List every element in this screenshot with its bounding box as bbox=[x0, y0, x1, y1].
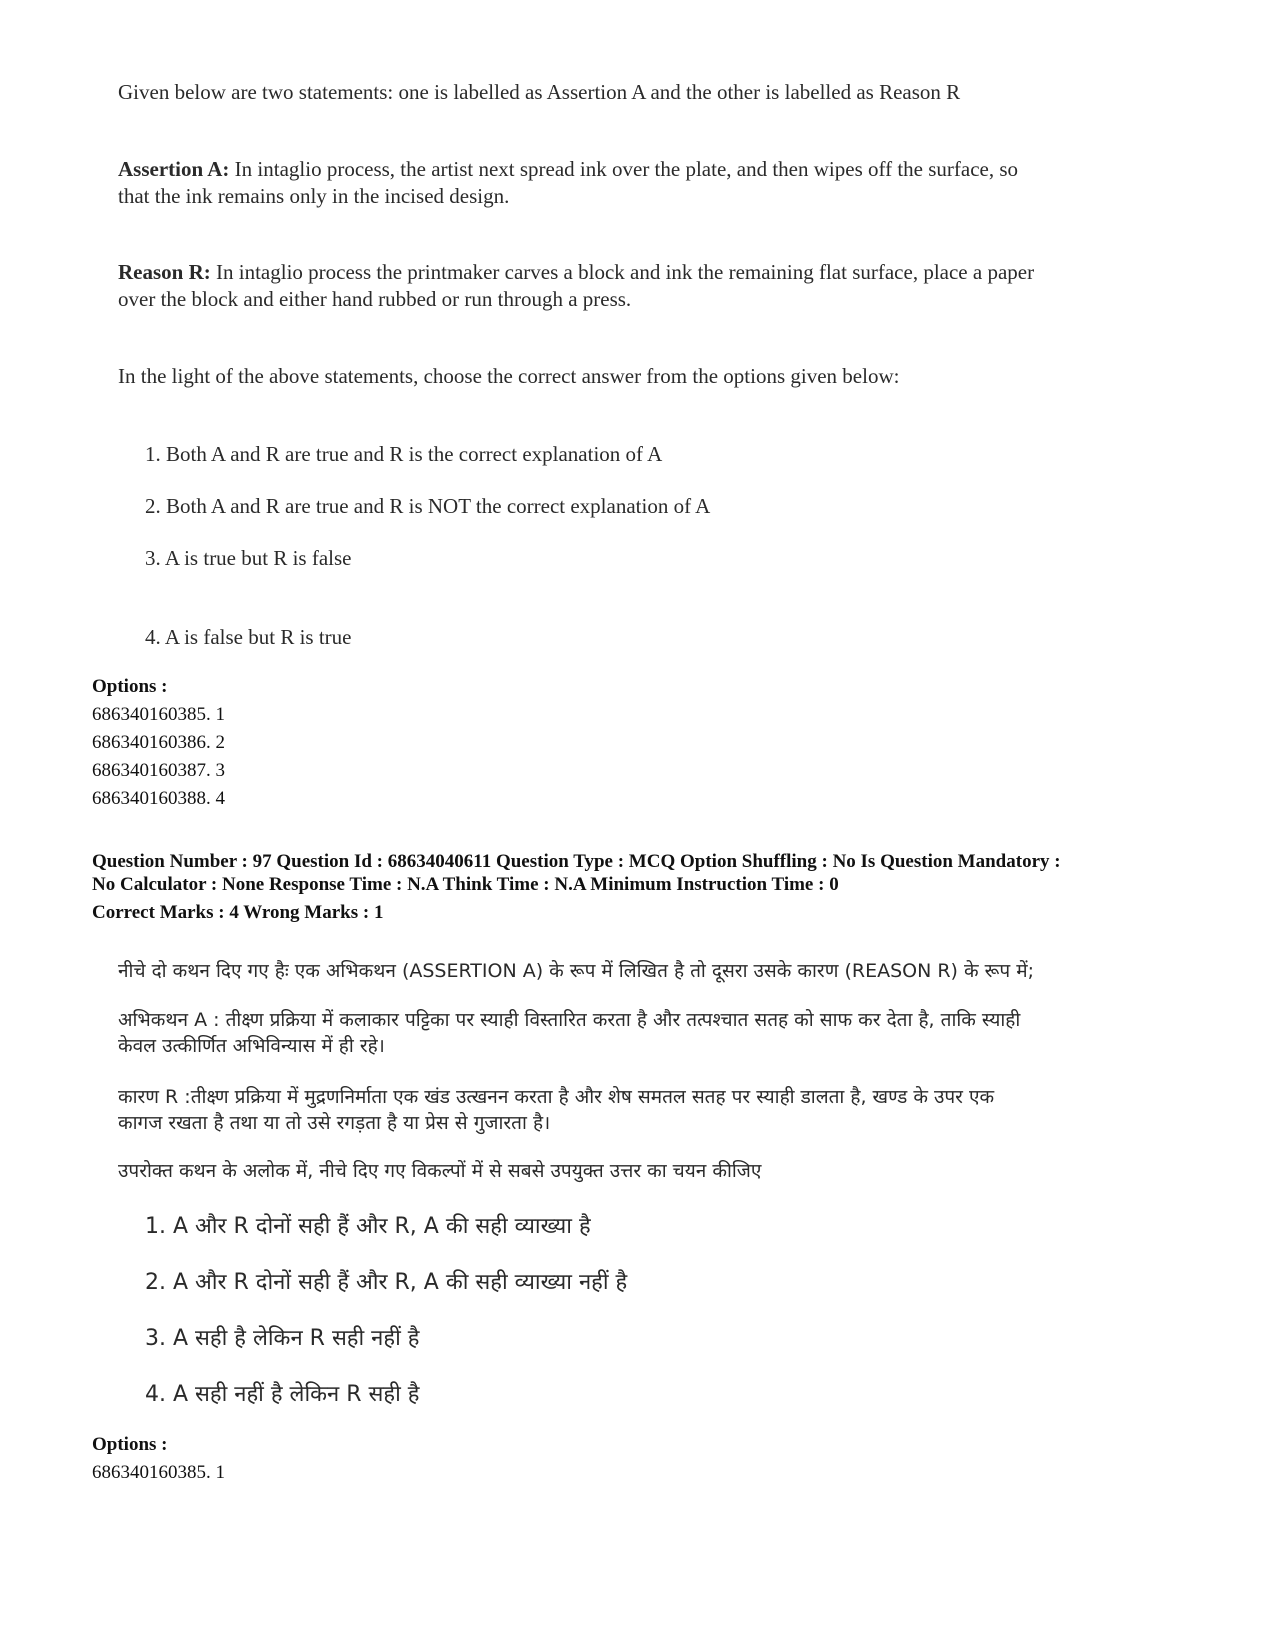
q97-instruction: उपरोक्त कथन के अलोक में, नीचे दिए गए विकल्पों में से सबसे उपयुक्त उत्तर का चयन कीजिए bbox=[118, 1160, 762, 1182]
assertion-text: In intaglio process, the artist next spread ink over the plate, and then wipes off the surface, so bbox=[229, 157, 1019, 181]
q96-option-3: 686340160387. 3 bbox=[92, 760, 225, 781]
q97-choice-4: 4. A सही नहीं है लेकिन R सही है bbox=[145, 1382, 420, 1407]
q96-reason-line2: over the block and either hand rubbed or run through a press. bbox=[118, 287, 632, 311]
q97-assertion-line2: केवल उत्कीर्णित अभिविन्यास में ही रहे। bbox=[118, 1035, 385, 1057]
q96-assertion-line1 bbox=[118, 157, 1018, 182]
q97-assertion-line1: अभिकथन A : तीक्ष्ण प्रक्रिया में कलाकार पट्टिका पर स्याही विस्तारित करता है और तत्पश्चात सतह को साफ कर देता है, ताकि स्याही bbox=[118, 1009, 1021, 1031]
q96-intro: Given below are two statements: one is labelled as Assertion A and the other is labelled as Reason R bbox=[118, 80, 961, 104]
q97-meta-line2: No Calculator : None Response Time : N.A Think Time : N.A Minimum Instruction Time : 0 bbox=[92, 874, 839, 895]
q96-choice-2: 2. Both A and R are true and R is NOT the correct explanation of A bbox=[145, 494, 711, 518]
q96-reason-line1 bbox=[118, 260, 1034, 285]
q96-option-4: 686340160388. 4 bbox=[92, 788, 225, 809]
q97-marks: Correct Marks : 4 Wrong Marks : 1 bbox=[92, 902, 384, 923]
q96-choice-3: 3. A is true but R is false bbox=[145, 546, 352, 570]
q96-choice-1: 1. Both A and R are true and R is the correct explanation of A bbox=[145, 442, 663, 466]
q97-reason-line2: कागज रखता है तथा या तो उसे रगड़ता है या प्रेस से गुजारता है। bbox=[118, 1112, 551, 1134]
q97-reason-line1: कारण R :तीक्ष्ण प्रक्रिया में मुद्रणनिर्माता एक खंड उत्खनन करता है और शेष समतल सतह पर स्याही डालता है, खण्ड के उपर एक bbox=[118, 1086, 995, 1108]
q96-assertion-line2: that the ink remains only in the incised design. bbox=[118, 184, 510, 208]
q97-choice-1: 1. A और R दोनों सही हैं और R, A की सही व्याख्या है bbox=[145, 1214, 591, 1239]
q97-meta-line1: Question Number : 97 Question Id : 68634040611 Question Type : MCQ Option Shuffling : No Is Question Mandatory : bbox=[92, 851, 1061, 872]
q97-option-1: 686340160385. 1 bbox=[92, 1462, 225, 1483]
q97-choice-3: 3. A सही है लेकिन R सही नहीं है bbox=[145, 1326, 420, 1351]
q96-option-2: 686340160386. 2 bbox=[92, 732, 225, 753]
q96-instruction: In the light of the above statements, choose the correct answer from the options given below: bbox=[118, 364, 900, 388]
q96-options-label: Options : bbox=[92, 676, 168, 697]
q97-intro: नीचे दो कथन दिए गए हैः एक अभिकथन (ASSERTION A) के रूप में लिखित है तो दूसरा उसके कारण (REASON R) के रूप में; bbox=[118, 960, 1035, 982]
q97-choice-2: 2. A और R दोनों सही हैं और R, A की सही व्याख्या नहीं है bbox=[145, 1270, 628, 1295]
assertion-label: Assertion A: bbox=[118, 157, 230, 181]
reason-label: Reason R: bbox=[118, 260, 211, 284]
reason-text: In intaglio process the printmaker carves a block and ink the remaining flat surface, place a paper bbox=[210, 260, 1035, 284]
q97-options-label: Options : bbox=[92, 1434, 168, 1455]
q96-option-1: 686340160385. 1 bbox=[92, 704, 225, 725]
q96-choice-4: 4. A is false but R is true bbox=[145, 625, 352, 649]
